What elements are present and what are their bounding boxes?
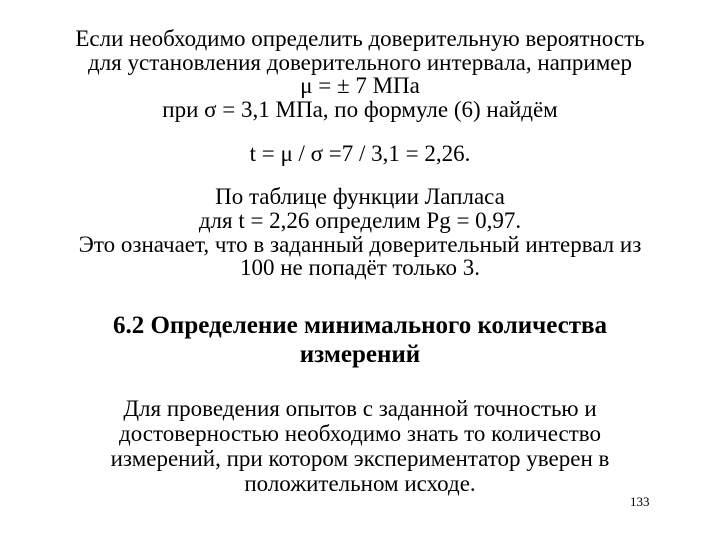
section-title-line-2: измерений <box>299 341 421 368</box>
body-line-1: Для проведения опытов с заданной точностью и <box>123 396 597 421</box>
body-line-3: измерений, при котором экспериментатор уверен в <box>110 446 610 471</box>
intro-line-3: μ = ± 7 МПа <box>300 73 420 98</box>
intro-line-2: для установления доверительного интервала, например <box>88 50 632 75</box>
formula: t = μ / σ =7 / 3,1 = 2,26. <box>249 141 471 166</box>
section-title-line-1: 6.2 Определение минимального количества <box>112 312 608 339</box>
laplace-line-2: для t = 2,26 определим Pg = 0,97. <box>198 208 522 233</box>
laplace-line-4: 100 не попадёт только 3. <box>240 255 480 280</box>
laplace-line-1: По таблице функции Лапласа <box>215 184 505 209</box>
intro-line-4: при σ = 3,1 МПа, по формуле (6) найдём <box>162 97 558 122</box>
laplace-line-3: Это означает, что в заданный доверительный интервал из <box>78 232 642 257</box>
intro-line-1: Если необходимо определить доверительную вероятность <box>75 26 645 51</box>
page-number: 133 <box>630 494 650 509</box>
body-line-4: положительном исходе. <box>244 471 476 496</box>
body-line-2: достоверностью необходимо знать то количество <box>119 421 601 446</box>
